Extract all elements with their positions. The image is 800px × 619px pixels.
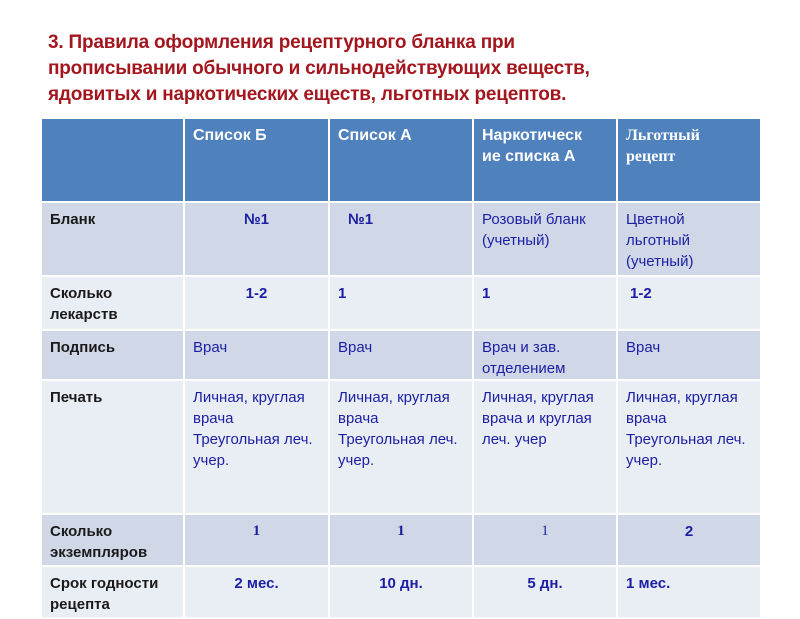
cell-narcotic: Розовый бланк (учетный)	[473, 202, 617, 276]
cell-preferential: 1-2	[617, 276, 761, 330]
cell-list-b: 2 мес.	[184, 566, 329, 618]
title-line-3: ядовитых и наркотических еществ, льготных рецептов.	[48, 84, 567, 105]
cell-narcotic: Личная, круглая врача и круглая леч. учер	[473, 380, 617, 514]
row-label: Сколько экземпляров	[41, 514, 184, 566]
cell-narcotic: Врач и зав. отделением	[473, 330, 617, 380]
cell-preferential: 2	[617, 514, 761, 566]
cell-preferential: Личная, круглая врача Треугольная леч. учер.	[617, 380, 761, 514]
header-preferential	[617, 118, 761, 202]
cell-preferential: Врач	[617, 330, 761, 380]
row-label: Бланк	[41, 202, 184, 276]
row-label: Подпись	[41, 330, 184, 380]
cell-preferential: 1 мес.	[617, 566, 761, 618]
table-row-validity	[41, 566, 761, 618]
table-header-row	[41, 118, 761, 202]
row-label: Печать	[41, 380, 184, 514]
cell-list-b: Врач	[184, 330, 329, 380]
cell-list-b: №1	[184, 202, 329, 276]
cell-list-b: 1-2	[184, 276, 329, 330]
table-row-signature	[41, 330, 761, 380]
table-row-copies	[41, 514, 761, 566]
table-row-stamp	[41, 380, 761, 514]
header-preferential-line-1: Льготный	[626, 127, 700, 144]
title-line-1: 3. Правила оформления рецептурного бланка при	[48, 32, 515, 53]
cell-list-b: Личная, круглая врача Треугольная леч. учер.	[184, 380, 329, 514]
table-row-blank	[41, 202, 761, 276]
row-label: Срок годности рецепта	[41, 566, 184, 618]
table-row-drug-count	[41, 276, 761, 330]
header-narcotic-line-2: ие списка А	[482, 148, 576, 165]
header-narcotic-line-1: Наркотическ	[482, 127, 582, 144]
cell-narcotic: 1	[473, 276, 617, 330]
header-corner	[41, 118, 184, 202]
header-preferential-line-2: рецепт	[626, 148, 676, 165]
prescription-rules-table	[40, 117, 762, 619]
header-narcotic	[473, 118, 617, 202]
cell-list-b: 1	[184, 514, 329, 566]
cell-preferential: Цветной льготный (учетный)	[617, 202, 761, 276]
title-line-2: прописывании обычного и сильнодействующих веществ,	[48, 58, 590, 79]
cell-list-a: 1	[329, 514, 473, 566]
cell-narcotic: 5 дн.	[473, 566, 617, 618]
header-list-a: Список А	[329, 118, 473, 202]
header-list-b: Список Б	[184, 118, 329, 202]
cell-list-a: Личная, круглая врача Треугольная леч. учер.	[329, 380, 473, 514]
cell-list-a: 10 дн.	[329, 566, 473, 618]
row-label: Сколько лекарств	[41, 276, 184, 330]
cell-list-a: 1	[329, 276, 473, 330]
cell-list-a: Врач	[329, 330, 473, 380]
cell-list-a: №1	[329, 202, 473, 276]
slide-title	[48, 30, 768, 108]
cell-narcotic: 1	[473, 514, 617, 566]
